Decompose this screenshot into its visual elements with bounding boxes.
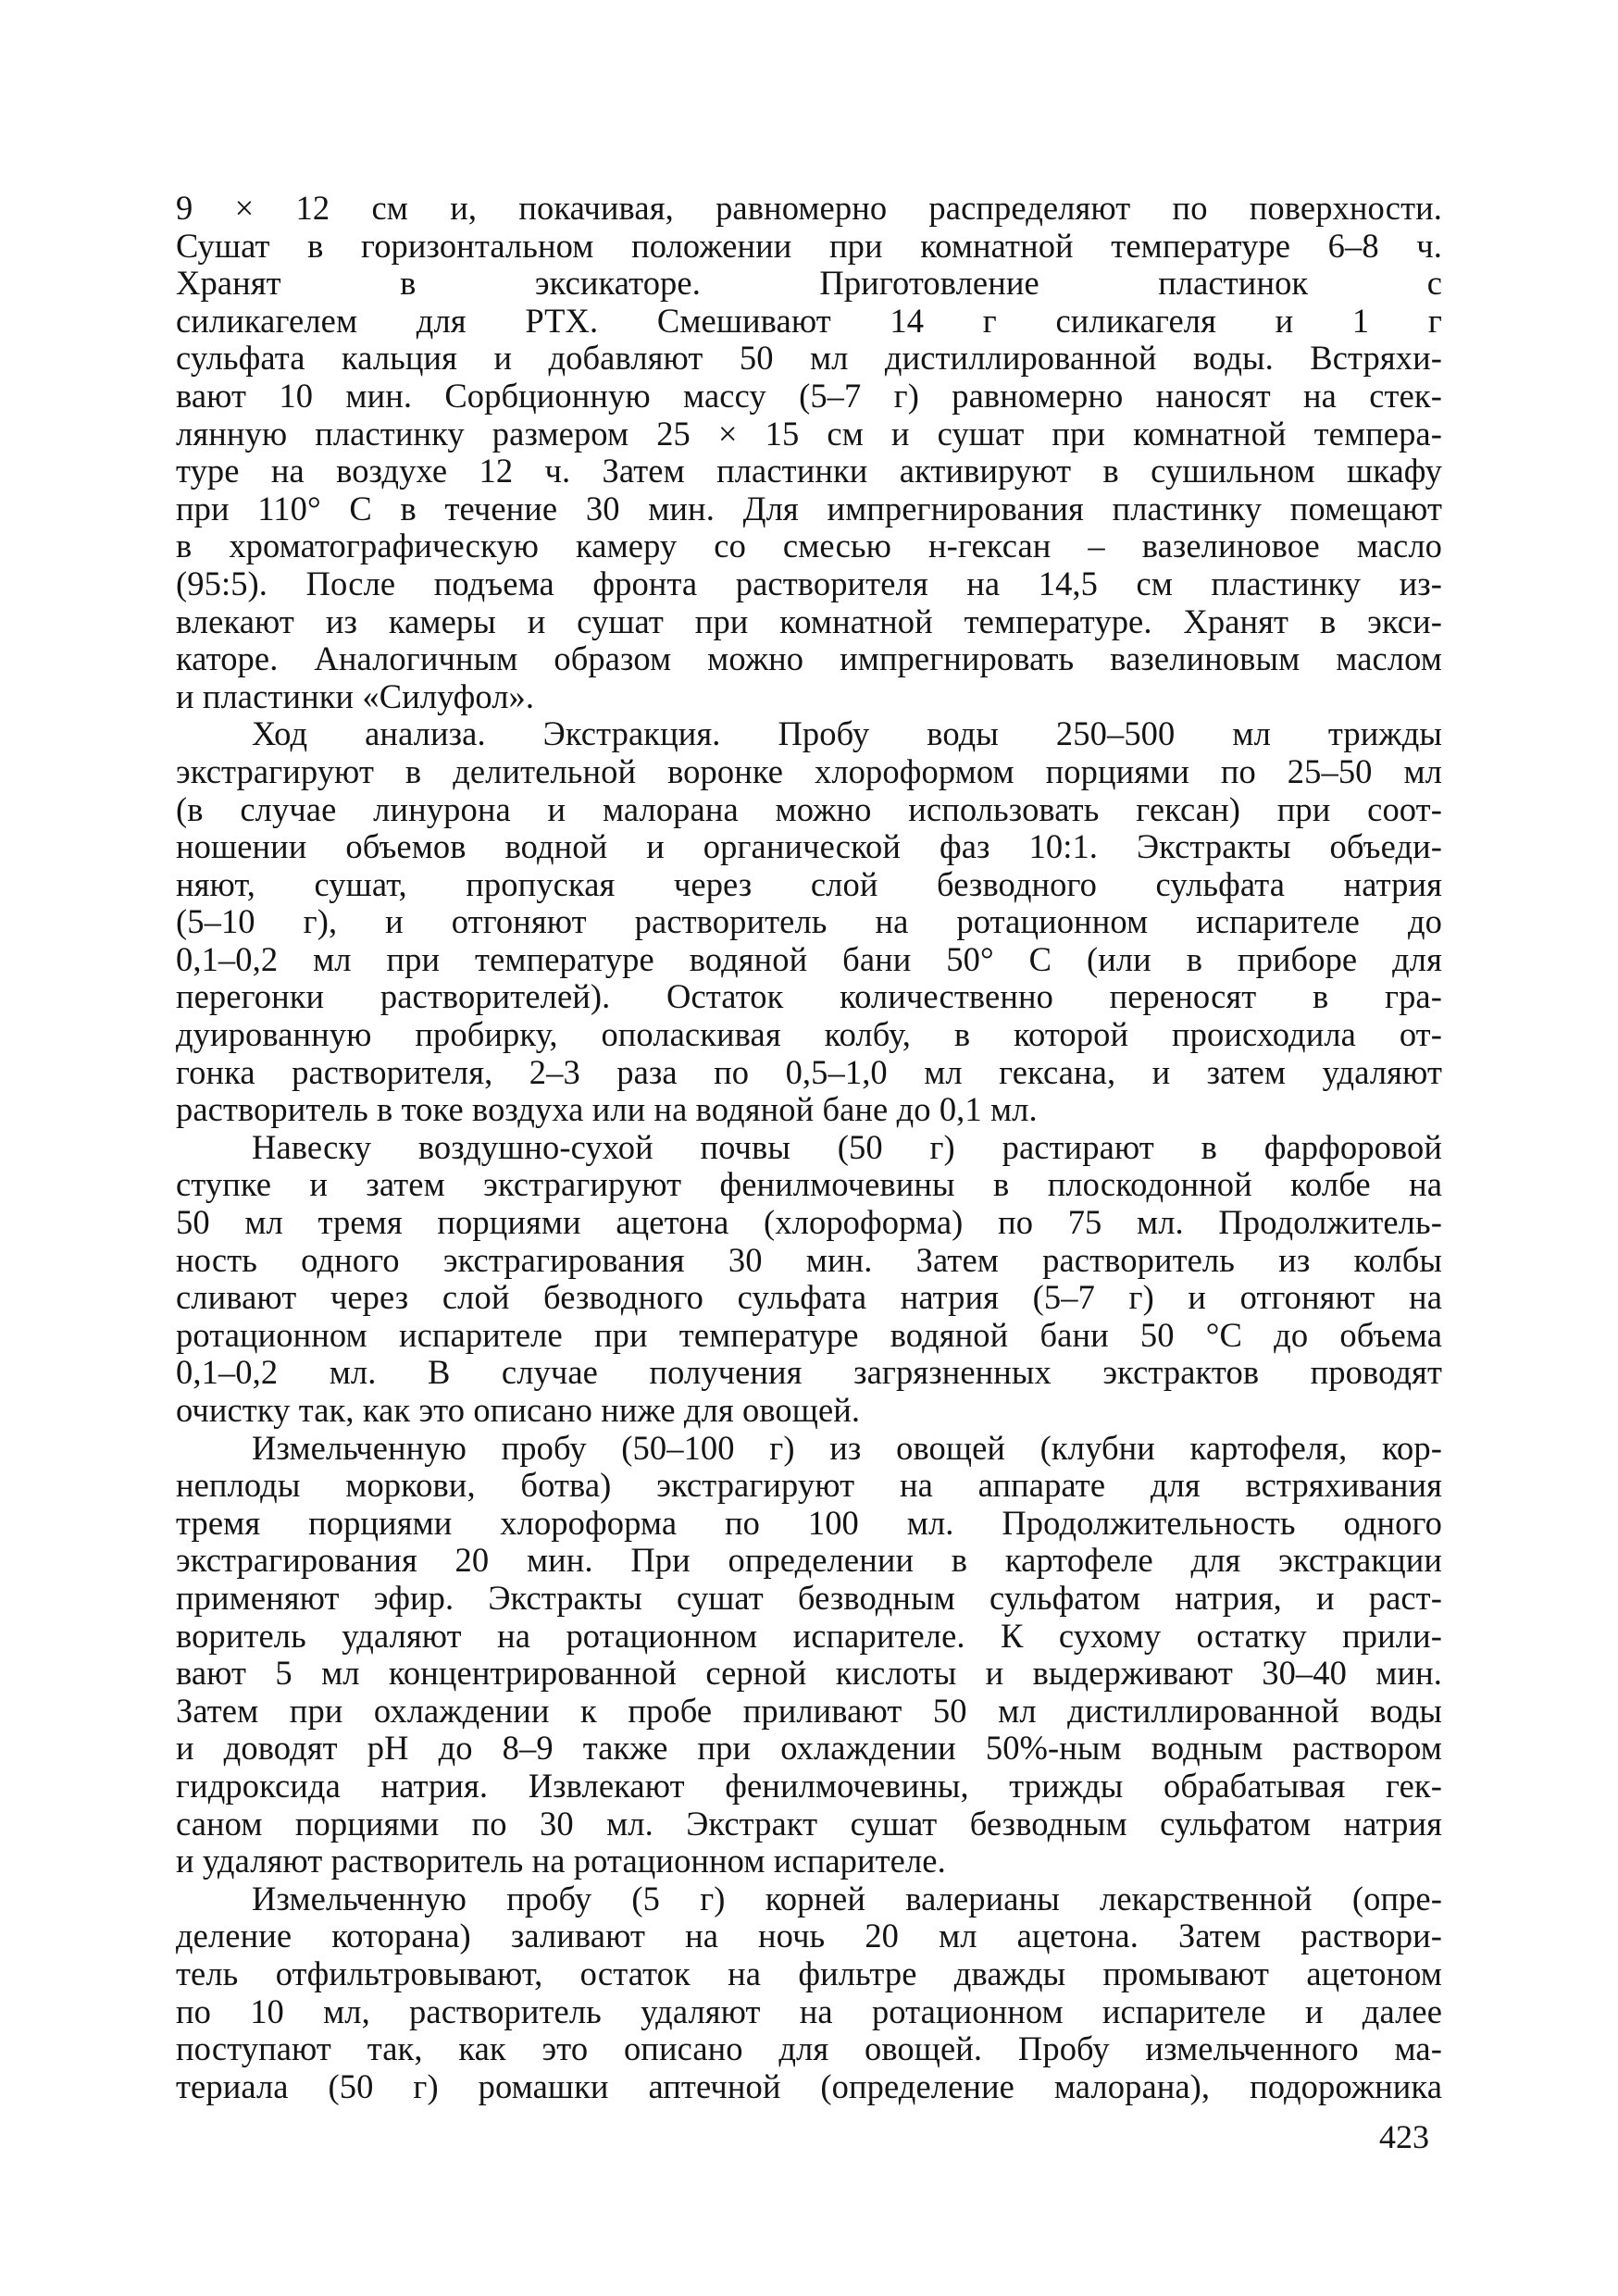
text-line: Ход анализа. Экстракция. Пробу воды 250–500 мл трижды bbox=[252, 715, 1442, 753]
text-line: саном порциями по 30 мл. Экстракт сушат безводным сульфатом натрия bbox=[176, 1805, 1442, 1843]
text-line: растворитель в токе воздуха или на водяной бане до 0,1 мл. bbox=[176, 1091, 1038, 1129]
text-line: вают 5 мл концентрированной серной кислоты и выдерживают 30–40 мин. bbox=[176, 1655, 1442, 1693]
text-line: Измельченную пробу (5 г) корней валерианы лекарственной (опре- bbox=[252, 1880, 1442, 1917]
text-line: по 10 мл, растворитель удаляют на ротационном испарителе и далее bbox=[176, 1992, 1442, 2030]
text-line: Измельченную пробу (50–100 г) из овощей (клубни картофеля, кор- bbox=[252, 1429, 1442, 1467]
text-line: тель отфильтровывают, остаток на фильтре дважды промывают ацетоном bbox=[176, 1955, 1442, 1992]
text-line: туре на воздухе 12 ч. Затем пластинки активируют в сушильном шкафу bbox=[176, 453, 1442, 490]
text-line: поступают так, как это описано для овощей. Пробу измельченного ма- bbox=[176, 2030, 1442, 2068]
text-line: (в случае линурона и малорана можно использовать гексан) при соот- bbox=[176, 790, 1442, 828]
text-line: Навеску воздушно-сухой почвы (50 г) растирают в фарфоровой bbox=[252, 1128, 1442, 1166]
document-page bbox=[176, 190, 1442, 2105]
paragraph-vegetables bbox=[176, 1430, 1442, 1880]
text-line: (5–10 г), и отгоняют растворитель на ротационном испарителе до bbox=[176, 903, 1442, 941]
text-line: применяют эфир. Экстракты сушат безводным сульфатом натрия, и раст- bbox=[176, 1579, 1442, 1617]
text-line: очистку так, как это описано ниже для овощей. bbox=[176, 1392, 861, 1429]
text-line: и пластинки «Силуфол». bbox=[176, 677, 535, 715]
text-line: дуированную пробирку, ополаскивая колбу, в которой происходила от- bbox=[176, 1016, 1442, 1054]
text-line: лянную пластинку размером 25 × 15 см и сушат при комнатной темпера- bbox=[176, 415, 1442, 453]
text-line: каторе. Аналогичным образом можно импрегнировать вазелиновым маслом bbox=[176, 640, 1442, 678]
text-line: гонка растворителя, 2–3 раза по 0,5–1,0 мл гексана, и затем удаляют bbox=[176, 1053, 1442, 1091]
text-line: ношении объемов водной и органической фаз 10:1. Экстракты объеди- bbox=[176, 828, 1442, 866]
text-line: в хроматографическую камеру со смесью н-гексан – вазелиновое масло bbox=[176, 527, 1442, 565]
text-line: ность одного экстрагирования 30 мин. Затем растворитель из колбы bbox=[176, 1241, 1442, 1279]
text-line: 50 мл тремя порциями ацетона (хлороформа) по 75 мл. Продолжитель- bbox=[176, 1204, 1442, 1242]
paragraph-intro bbox=[176, 190, 1442, 715]
text-line: неплоды моркови, ботва) экстрагируют на аппарате для встряхивания bbox=[176, 1467, 1442, 1505]
text-line: деление которана) заливают на ночь 20 мл ацетона. Затем раствори- bbox=[176, 1917, 1442, 1955]
text-line: ступке и затем экстрагируют фенилмочевины в плоскодонной колбе на bbox=[176, 1166, 1442, 1204]
page-number: 423 bbox=[1379, 2118, 1429, 2155]
text-line: экстрагирования 20 мин. При определении в картофеле для экстракции bbox=[176, 1542, 1442, 1580]
text-line: экстрагируют в делительной воронке хлороформом порциями по 25–50 мл bbox=[176, 752, 1442, 790]
text-line-spaced-heading: силикагелем для РТХ. Смешивают 14 г силикагеля и 1 г bbox=[176, 302, 1442, 340]
text-line-spaced-heading: Хранят в эксикаторе. Приготовление пластинок с bbox=[176, 265, 1442, 303]
text-line: воритель удаляют на ротационном испарителе. К сухому остатку прили- bbox=[176, 1617, 1442, 1655]
paragraph-analysis bbox=[176, 715, 1442, 1129]
text-line: териала (50 г) ромашки аптечной (определение малорана), подорожника bbox=[176, 2067, 1442, 2105]
text-line: сульфата кальция и добавляют 50 мл дистиллированной воды. Встряхи- bbox=[176, 340, 1442, 378]
text-line: няют, сушат, пропуская через слой безводного сульфата натрия bbox=[176, 865, 1442, 903]
text-line: сливают через слой безводного сульфата натрия (5–7 г) и отгоняют на bbox=[176, 1279, 1442, 1317]
text-line: вают 10 мин. Сорбционную массу (5–7 г) равномерно наносят на стек- bbox=[176, 377, 1442, 415]
text-line: и доводят pH до 8–9 также при охлаждении 50%-ным водным раствором bbox=[176, 1730, 1442, 1768]
text-line: перегонки растворителей). Остаток количественно переносят в гра- bbox=[176, 978, 1442, 1016]
text-line: ротационном испарителе при температуре водяной бани 50 °С до объема bbox=[176, 1316, 1442, 1354]
paragraph-valerian bbox=[176, 1880, 1442, 2106]
text-line: (95:5). После подъема фронта растворителя на 14,5 см пластинку из- bbox=[176, 565, 1442, 602]
text-line: при 110° С в течение 30 мин. Для импрегнирования пластинку помещают bbox=[176, 490, 1442, 527]
text-line: тремя порциями хлороформа по 100 мл. Продолжительность одного bbox=[176, 1504, 1442, 1542]
text-line: влекают из камеры и сушат при комнатной температуре. Хранят в экси- bbox=[176, 602, 1442, 640]
text-line: Сушат в горизонтальном положении при комнатной температуре 6–8 ч. bbox=[176, 227, 1442, 265]
text-line: 0,1–0,2 мл. В случае получения загрязненных экстрактов проводят bbox=[176, 1354, 1442, 1392]
text-line: 9 × 12 см и, покачивая, равномерно распределяют по поверхности. bbox=[176, 190, 1442, 227]
text-line: и удаляют растворитель на ротационном испарителе. bbox=[176, 1843, 946, 1880]
text-line: Затем при охлаждении к пробе приливают 50 мл дистиллированной воды bbox=[176, 1692, 1442, 1730]
text-line: 0,1–0,2 мл при температуре водяной бани 50° С (или в приборе для bbox=[176, 940, 1442, 978]
paragraph-soil bbox=[176, 1129, 1442, 1430]
text-line: гидроксида натрия. Извлекают фенилмочевины, трижды обрабатывая гек- bbox=[176, 1767, 1442, 1805]
